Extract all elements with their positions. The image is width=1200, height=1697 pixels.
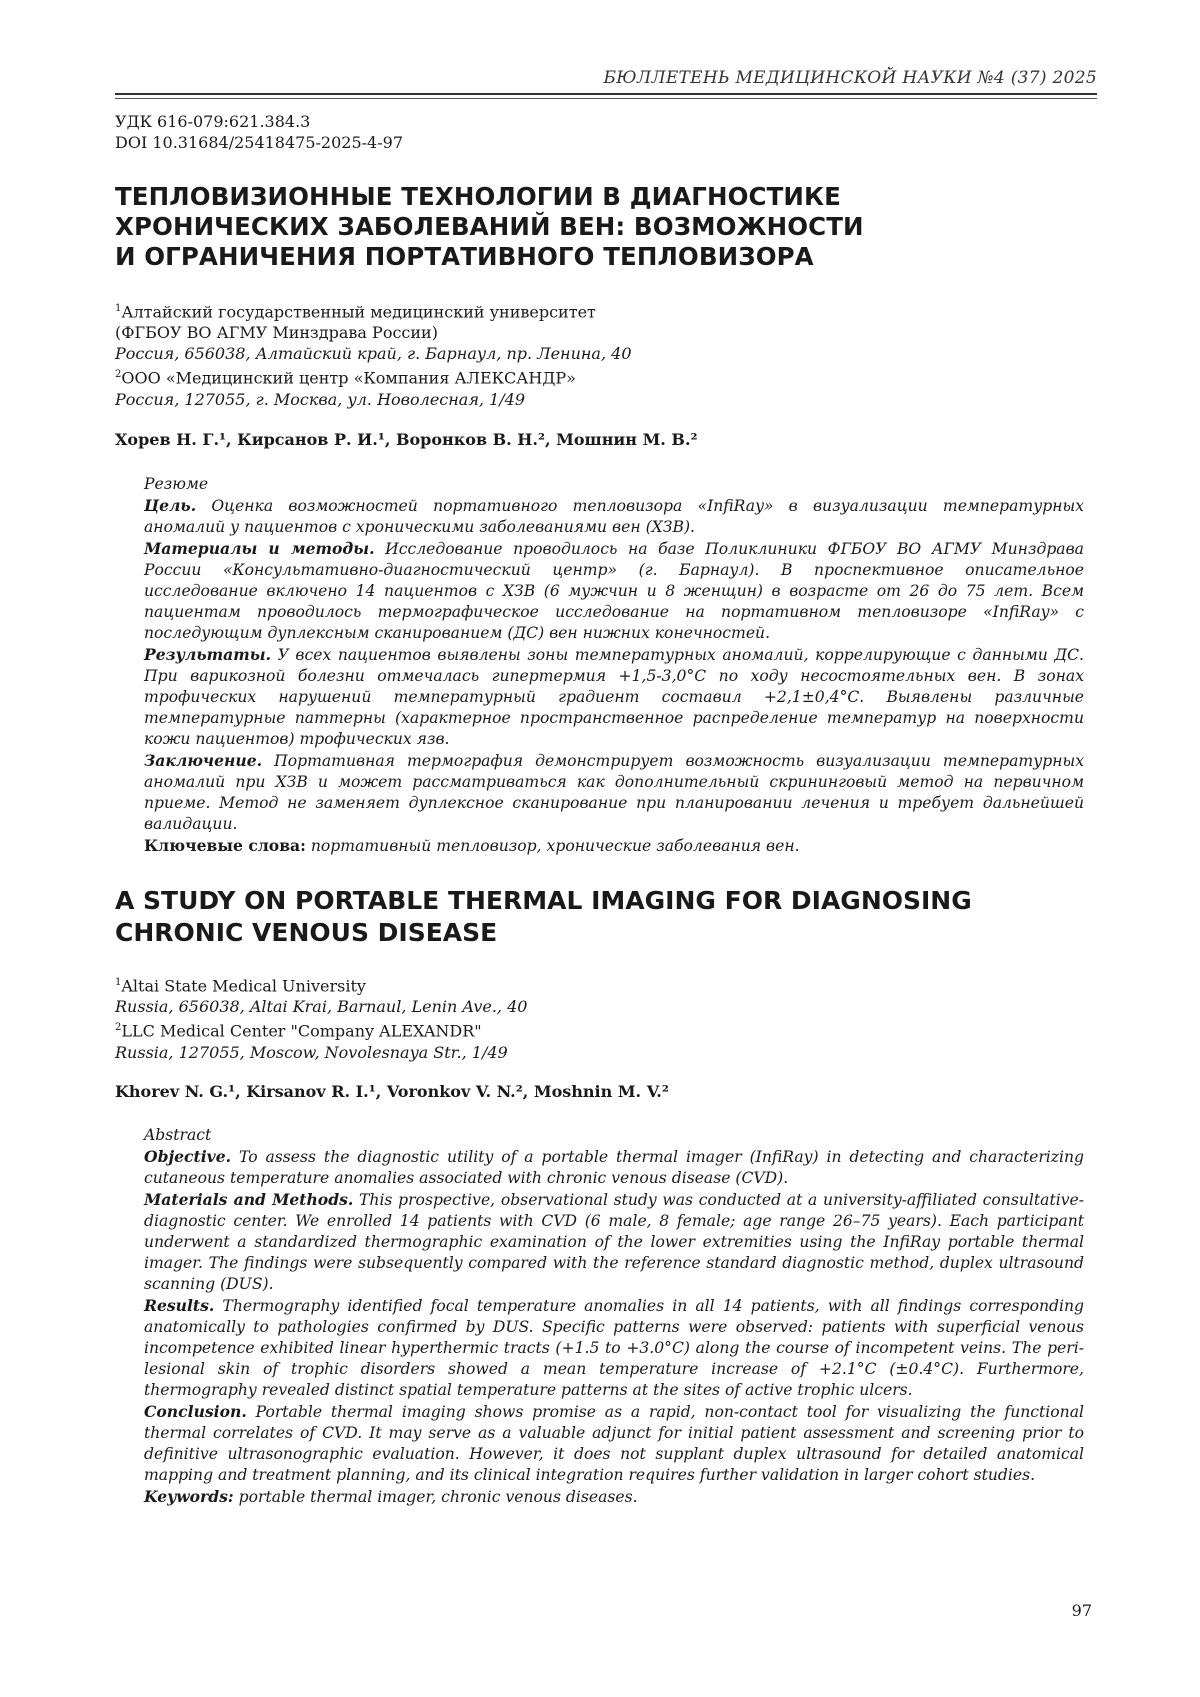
results-label: Результаты. [144, 645, 272, 664]
methods-text: Исследование проводилось на базе Поликлиники ФГБОУ ВО АГМУ Минздрава России «Консультативно-диагностический центр» (г. Барнаул). В проспективное описательное исследование включено 14 пациентов с ХЗВ (6 мужчин и 8 женщин) в возрасте от 26 до 75 лет. Всем пациентам проводилось термографическое исследование на портативном тепловизоре «InfiRay» с последующим дуплексным сканированием (ДС) вен нижних конечностей. [144, 540, 1084, 642]
objective-label: Objective. [144, 1147, 232, 1166]
methods-text: This prospective, observational study was conducted at a university-affiliated consultative-diagnostic center. We enrolled 14 patients with CVD (6 male, 8 female; age range 26–75 years). Each participant underwent a standardized thermographic examination of the lower extremities using the InfiRay portable thermal imager. The findings were subsequently compared with the reference standard diagnostic method, duplex ultrasound scanning (DUS). [144, 1191, 1085, 1293]
affiliation-sup: 1 [115, 303, 122, 314]
header-rule [115, 93, 1097, 95]
conclusion-label: Conclusion. [144, 1402, 247, 1421]
affiliation-address: Россия, 656038, Алтайский край, г. Барнаул, пр. Ленина, 40 [115, 344, 632, 364]
affiliation-name: Altai State Medical University [121, 976, 366, 996]
title-ru [115, 182, 935, 272]
objective-text: To assess the diagnostic utility of a portable thermal imager (InfiRay) in detecting and characterizing cutaneous temperature anomalies associated with chronic venous disease (CVD). [144, 1148, 1084, 1187]
article-meta [115, 111, 403, 153]
results-text: У всех пациентов выявлены зоны температурных аномалий, коррелирующие с данными ДС. При варикозной болезни отмечалась гипертермия +1,5-3,0°С по ходу несостоятельных вен. В зонах трофических нарушений температурный градиент составил +2,1±0,4°С. Выявлены различные температурные паттерны (характерное пространственное распределение температур на поверхности кожи пациентов) трофических язв. [144, 646, 1084, 748]
title-en-line: CHRONIC VENOUS DISEASE [115, 918, 498, 947]
affiliation-sup: 1 [115, 977, 122, 988]
keywords-text: портативный тепловизор, хронические заболевания вен. [305, 837, 800, 855]
methods-label: Материалы и методы. [144, 539, 375, 558]
results-text: Thermography identified focal temperature anomalies in all 14 patients, with all findings corresponding anatomically to pathologies confirmed by DUS. Specific patterns were observed: patients with superficial venous incompetence exhibited linear hyperthermic tracts (+1.5 to +3.0°C) along the course of incompetent veins. The peri-lesional skin of trophic disorders showed a mean temperature increase of +2.1°C (±0.4°C). Furthermore, thermography revealed distinct spatial temperature patterns at the sites of active trophic ulcers. [144, 1297, 1084, 1399]
abstract-heading: Резюме [144, 475, 209, 493]
keywords-label: Keywords: [144, 1487, 234, 1506]
title-ru-line: И ОГРАНИЧЕНИЯ ПОРТАТИВНОГО ТЕПЛОВИЗОРА [115, 242, 814, 271]
title-en [115, 885, 1095, 949]
goal-label: Цель. [144, 496, 197, 515]
keywords-text: portable thermal imager, chronic venous diseases. [233, 1488, 638, 1506]
abstract-en [144, 1125, 1084, 1508]
journal-header: БЮЛЛЕТЕНЬ МЕДИЦИНСКОЙ НАУКИ №4 (37) 2025 [603, 68, 1097, 88]
authors-ru: Хорев Н. Г.¹, Кирсанов Р. И.¹, Воронков В. Н.², Мошнин М. В.² [115, 430, 698, 449]
title-en-line: A STUDY ON PORTABLE THERMAL IMAGING FOR DIAGNOSING [115, 886, 972, 915]
affiliation-address: Russia, 127055, Moscow, Novolesnaya Str., 1/49 [115, 1042, 508, 1062]
doi: DOI 10.31684/25418475-2025-4-97 [115, 133, 403, 152]
conclusion-text: Portable thermal imaging shows promise as a rapid, non-contact tool for visualizing the functional thermal correlates of CVD. It may serve as a valuable adjunct for initial patient assessment and screening prior to definitive ultrasonographic evaluation. However, it does not supplant duplex ultrasound for detailed anatomical mapping and treatment planning, and its clinical integration requires further validation in larger cohort studies. [144, 1403, 1084, 1484]
affiliation-sup: 2 [115, 1022, 122, 1034]
authors-en: Khorev N. G.¹, Kirsanov R. I.¹, Voronkov V. N.², Moshnin M. V.² [115, 1082, 669, 1101]
conclusion-text: Портативная термография демонстрирует возможность визуализации температурных аномалий при ХЗВ и может рассматриваться как дополнительный скрининговый метод на первичном приеме. Метод не заменяет дуплексное сканирование при планировании лечения и требует дальнейшей валидации. [144, 752, 1084, 833]
affiliation-name: LLC Medical Center "Company ALEXANDR" [121, 1021, 482, 1041]
affiliations-ru [115, 298, 632, 410]
abstract-heading: Abstract [144, 1126, 212, 1144]
affiliation-name: Алтайский государственный медицинский университет [121, 302, 596, 322]
conclusion-label: Заключение. [144, 751, 263, 770]
udk-code: УДК 616-079:621.384.3 [115, 112, 311, 131]
goal-text: Оценка возможностей портативного тепловизора «InfiRay» в визуализации температурных аномалий у пациентов с хроническими заболеваниями вен (ХЗВ). [144, 497, 1084, 536]
results-label: Results. [144, 1296, 215, 1315]
methods-label: Materials and Methods. [144, 1190, 354, 1209]
title-ru-line: ТЕПЛОВИЗИОННЫЕ ТЕХНОЛОГИИ В ДИАГНОСТИКЕ [115, 182, 841, 211]
header-rule-thin [115, 98, 1097, 99]
title-ru-line: ХРОНИЧЕСКИХ ЗАБОЛЕВАНИЙ ВЕН: ВОЗМОЖНОСТИ [115, 212, 864, 241]
abstract-ru [144, 474, 1084, 857]
affiliation-sup: 2 [115, 369, 122, 381]
affiliation-address: Россия, 127055, г. Москва, ул. Новолесная, 1/49 [115, 389, 526, 409]
affiliation-address: Russia, 656038, Altai Krai, Barnaul, Lenin Ave., 40 [115, 997, 528, 1017]
keywords-label: Ключевые слова: [144, 836, 306, 855]
affiliation-name: ООО «Медицинский центр «Компания АЛЕКСАНДР» [121, 368, 576, 388]
affiliation-name-2: (ФГБОУ ВО АГМУ Минздрава России) [115, 323, 438, 343]
affiliations-en [115, 972, 527, 1063]
page-number: 97 [1071, 1601, 1092, 1620]
